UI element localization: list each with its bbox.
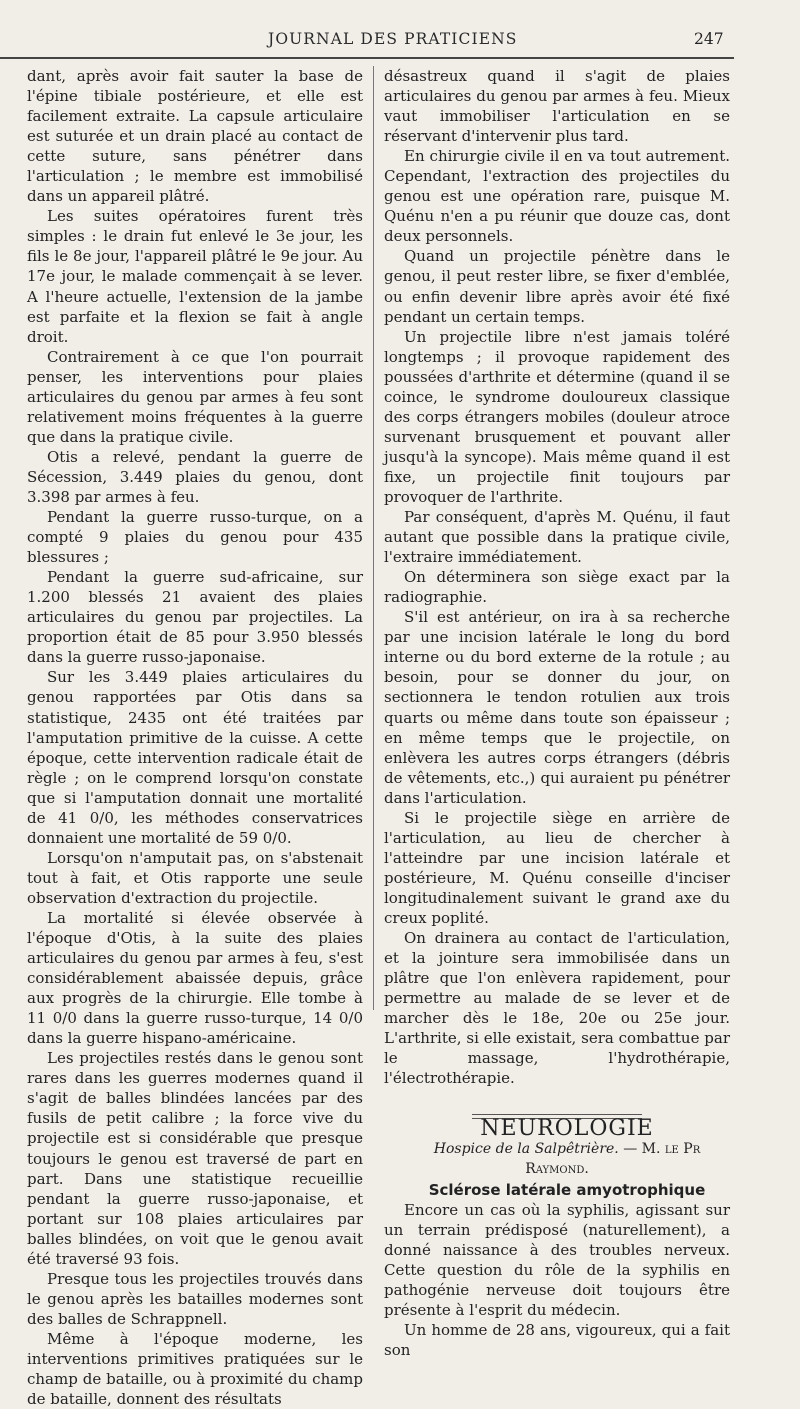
paragraph: Un projectile libre n'est jamais toléré longtemps ; il provoque rapidement des poussées d'arthrite et détermine (quand il se coince, le syndrome douloureux classique des corps étrangers mobiles (douleur atroce survenant brusquement et pouvant aller jusqu'à la syncope). Mais même quand il est fixe, un projectile finit toujours par provoquer de l'arthrite.	[384, 327, 730, 506]
paragraph: Quand un projectile pénètre dans le genou, il peut rester libre, se fixer d'emblée, ou enfin devenir libre après avoir été fixé pendant un certain temps.	[384, 247, 730, 326]
paragraph: La mortalité si élevée observée à l'époque d'Otis, à la suite des plaies articulaires du genou par armes à feu, s'est considérablement abaissée depuis, grâce aux progrès de la chirurgie. Elle tombe à 11 0/0 dans la guerre russo-turque, 14 0/0 dans la guerre hispano-américaine.	[27, 908, 363, 1048]
page-number: 247	[694, 30, 724, 48]
paragraph: Presque tous les projectiles trouvés dans le genou après les batailles modernes sont des balles de Schrappnell.	[27, 1269, 363, 1328]
paragraph: Les suites opératoires furent très simples : le drain fut enlevé le 3e jour, les fils le 8e jour, l'appareil plâtré le 9e jour. Au 17e jour, le malade commençait à se lever. A l'heure actuelle, l'extension de la jambe est parfaite et la flexion se fait à angle droit.	[27, 207, 363, 346]
paragraph: désastreux quand il s'agit de plaies articulaires du genou par armes à feu. Mieux vaut immobiliser l'articulation en se réservant d'intervenir plus tard.	[384, 67, 730, 146]
section-title: NEUROLOGIE	[480, 1116, 654, 1142]
paragraph: En chirurgie civile il en va tout autrement. Cependant, l'extraction des projectiles du genou est une opération rare, puisque M. Quénu n'en a pu réunir que douze cas, dont deux personnels.	[384, 147, 730, 246]
lecture-title: Sclérose latérale amyotrophique	[428, 1180, 706, 1199]
paragraph: dant, après avoir fait sauter la base de l'épine tibiale postérieure, et elle est facilement extraite. La capsule articulaire est suturée et un drain placé au contact de cette suture, sans pénétrer dans l'articulation ; le membre est immobilisé dans un appareil plâtré.	[27, 67, 363, 206]
lecture-author: — M. le Pr Raymond.	[525, 1141, 701, 1178]
header-rule	[0, 57, 734, 59]
left-column	[27, 66, 363, 1409]
page-header	[0, 24, 800, 54]
paragraph: Même à l'époque moderne, les interventions primitives pratiquées sur le champ de bataille, ou à proximité du champ de bataille, donnent des résultats	[27, 1329, 363, 1409]
paragraph: Lorsqu'on n'amputait pas, on s'abstenait tout à fait, et Otis rapporte une seule observation d'extraction du projectile.	[27, 848, 363, 907]
paragraph: Les projectiles restés dans le genou sont rares dans les guerres modernes quand il s'agit de balles blindées lancées par des fusils de petit calibre ; la force vive du projectile est si considérable que presque toujours le genou est traversé de part en part. Dans une statistique recueillie pendant la guerre russo-japonaise, et portant sur 108 plaies articulaires par balles blindées, on voit que le genou avait été traversé 93 fois.	[27, 1049, 363, 1268]
paragraph: Si le projectile siège en arrière de l'articulation, au lieu de chercher à l'atteindre par une incision latérale et postérieure, M. Quénu conseille d'inciser longitudinalement suivant le grand axe du creux poplité.	[384, 808, 730, 927]
journal-title: JOURNAL DES PRATICIENS	[268, 30, 518, 48]
paragraph: Sur les 3.449 plaies articulaires du genou rapportées par Otis dans sa statistique, 2435 ont été traitées par l'amputation primitive de la cuisse. A cette époque, cette intervention radicale était de règle ; on le comprend lorsqu'on constate que si l'amputation donnait une mortalité de 41 0/0, les méthodes conservatrices donnaient une mortalité de 59 0/0.	[27, 668, 363, 847]
lecture-place: Hospice de la Salpêtrière.	[433, 1141, 619, 1158]
paragraph: Contrairement à ce que l'on pourrait penser, les interventions pour plaies articulaires du genou par armes à feu sont relativement moins fréquentes à la guerre que dans la pratique civile.	[27, 347, 363, 446]
right-column	[384, 66, 730, 1360]
lecture-source	[384, 1139, 730, 1179]
paragraph: S'il est antérieur, on ira à sa recherche par une incision latérale le long du bord interne ou du bord externe de la rotule ; au besoin, pour se donner du jour, on sectionnera le tendon rotulien aux trois quarts ou même dans toute son épaisseur ; en même temps que le projectile, on enlèvera les autres corps étrangers (débris de vêtements, etc.,) qui auraient pu pénétrer dans l'articulation.	[384, 608, 730, 807]
paragraph: Par conséquent, d'après M. Quénu, il faut autant que possible dans la pratique civile, l'extraire immédiatement.	[384, 508, 730, 567]
paragraph: Pendant la guerre sud-africaine, sur 1.200 blessés 21 avaient des plaies articulaires du genou par projectiles. La proportion était de 85 pour 3.950 blessés dans la guerre russo-japonaise.	[27, 568, 363, 667]
column-divider	[373, 66, 374, 1010]
paragraph: Un homme de 28 ans, vigoureux, qui a fait son	[384, 1320, 730, 1359]
paragraph: Encore un cas où la syphilis, agissant sur un terrain prédisposé (naturellement), a donné naissance à des troubles nerveux. Cette question du rôle de la syphilis en pathogénie nerveuse doit toujours être présente à l'esprit du médecin.	[384, 1200, 730, 1319]
paragraph: On déterminera son siège exact par la radiographie.	[384, 568, 730, 607]
paragraph: Pendant la guerre russo-turque, on a compté 9 plaies du genou pour 435 blessures ;	[27, 508, 363, 567]
paragraph: On drainera au contact de l'articulation, et la jointure sera immobilisée dans un plâtre que l'on enlèvera rapidement, pour permettre au malade de se lever et de marcher dès le 18e, 20e ou 25e jour. L'arthrite, si elle existait, sera combattue par le massage, l'hydrothérapie, l'électrothérapie.	[384, 929, 730, 1088]
paragraph: Otis a relevé, pendant la guerre de Sécession, 3.449 plaies du genou, dont 3.398 par armes à feu.	[27, 447, 363, 506]
